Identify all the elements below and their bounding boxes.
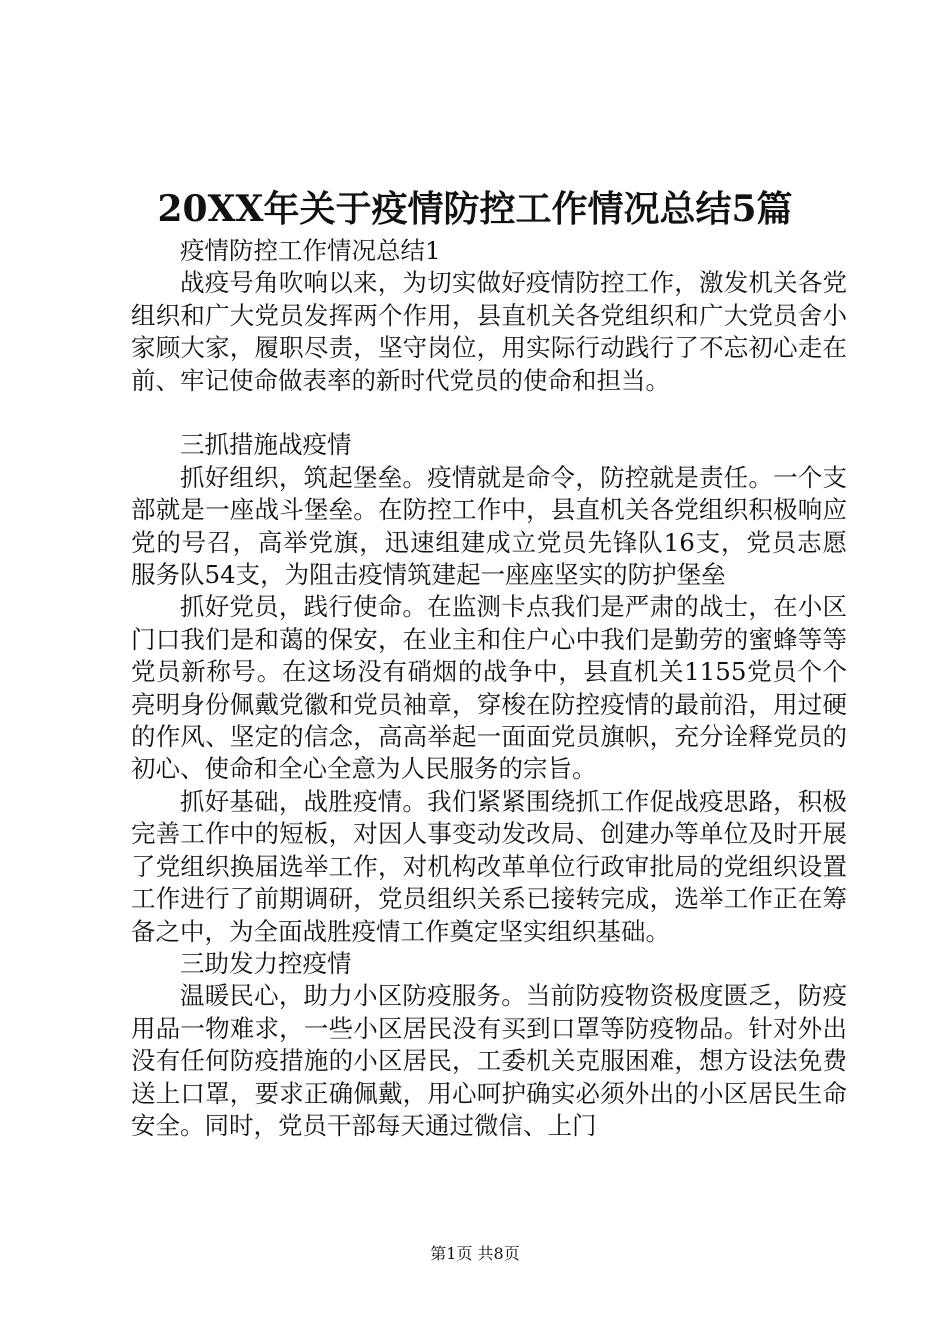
paragraph: 抓好组织，筑起堡垒。疫情就是命令，防控就是责任。一个支部就是一座战斗堡垒。在防控工作中，县直机关各党组织积极响应党的号召，高举党旗，迅速组建成立党员先锋队16支，党员志愿服务队54支，为阻击疫情筑建起一座座坚实的防护堡垒 [131, 462, 847, 590]
section-heading: 疫情防控工作情况总结1 [180, 236, 441, 265]
blank-line [131, 397, 847, 429]
page-footer: 第1页 共8页 [430, 1244, 520, 1263]
document-title: 20XX年关于疫情防控工作情况总结5篇 [157, 188, 793, 230]
section-heading: 三助发力控疫情 [180, 948, 352, 978]
document-body [131, 235, 847, 1142]
paragraph: 战疫号角吹响以来，为切实做好疫情防控工作，激发机关各党组织和广大党员发挥两个作用，县直机关各党组织和广大党员舍小家顾大家，履职尽责，坚守岗位，用实际行动践行了不忘初心走在前、牢记使命做表率的新时代党员的使命和担当。 [131, 268, 847, 395]
paragraph: 抓好党员，践行使命。在监测卡点我们是严肃的战士，在小区门口我们是和蔼的保安，在业主和住户心中我们是勤劳的蜜蜂等等党员新称号。在这场没有硝烟的战争中，县直机关1155党员个个亮明身份佩戴党徽和党员袖章，穿梭在防控疫情的最前沿，用过硬的作风、坚定的信念，高高举起一面面党员旗帜，充分诠释党员的初心、使命和全心全意为人民服务的宗旨。 [131, 592, 847, 784]
paragraph: 抓好基础，战胜疫情。我们紧紧围绕抓工作促战疫思路，积极完善工作中的短板，对因人事变动发改局、创建办等单位及时开展了党组织换届选举工作，对机构改革单位行政审批局的党组织设置工作进行了前期调研，党员组织关系已接转完成，选举工作正在筹备之中，为全面战胜疫情工作奠定坚实组织基础。 [131, 786, 847, 946]
paragraph: 温暖民心，助力小区防疫服务。当前防疫物资极度匮乏，防疫用品一物难求，一些小区居民没有买到口罩等防疫物品。针对外出没有任何防疫措施的小区居民，工委机关克服困难，想方设法免费送上口罩，要求正确佩戴，用心呵护确实必须外出的小区居民生命安全。同时，党员干部每天通过微信、上门 [131, 981, 847, 1140]
section-heading: 三抓措施战疫情 [180, 430, 352, 460]
